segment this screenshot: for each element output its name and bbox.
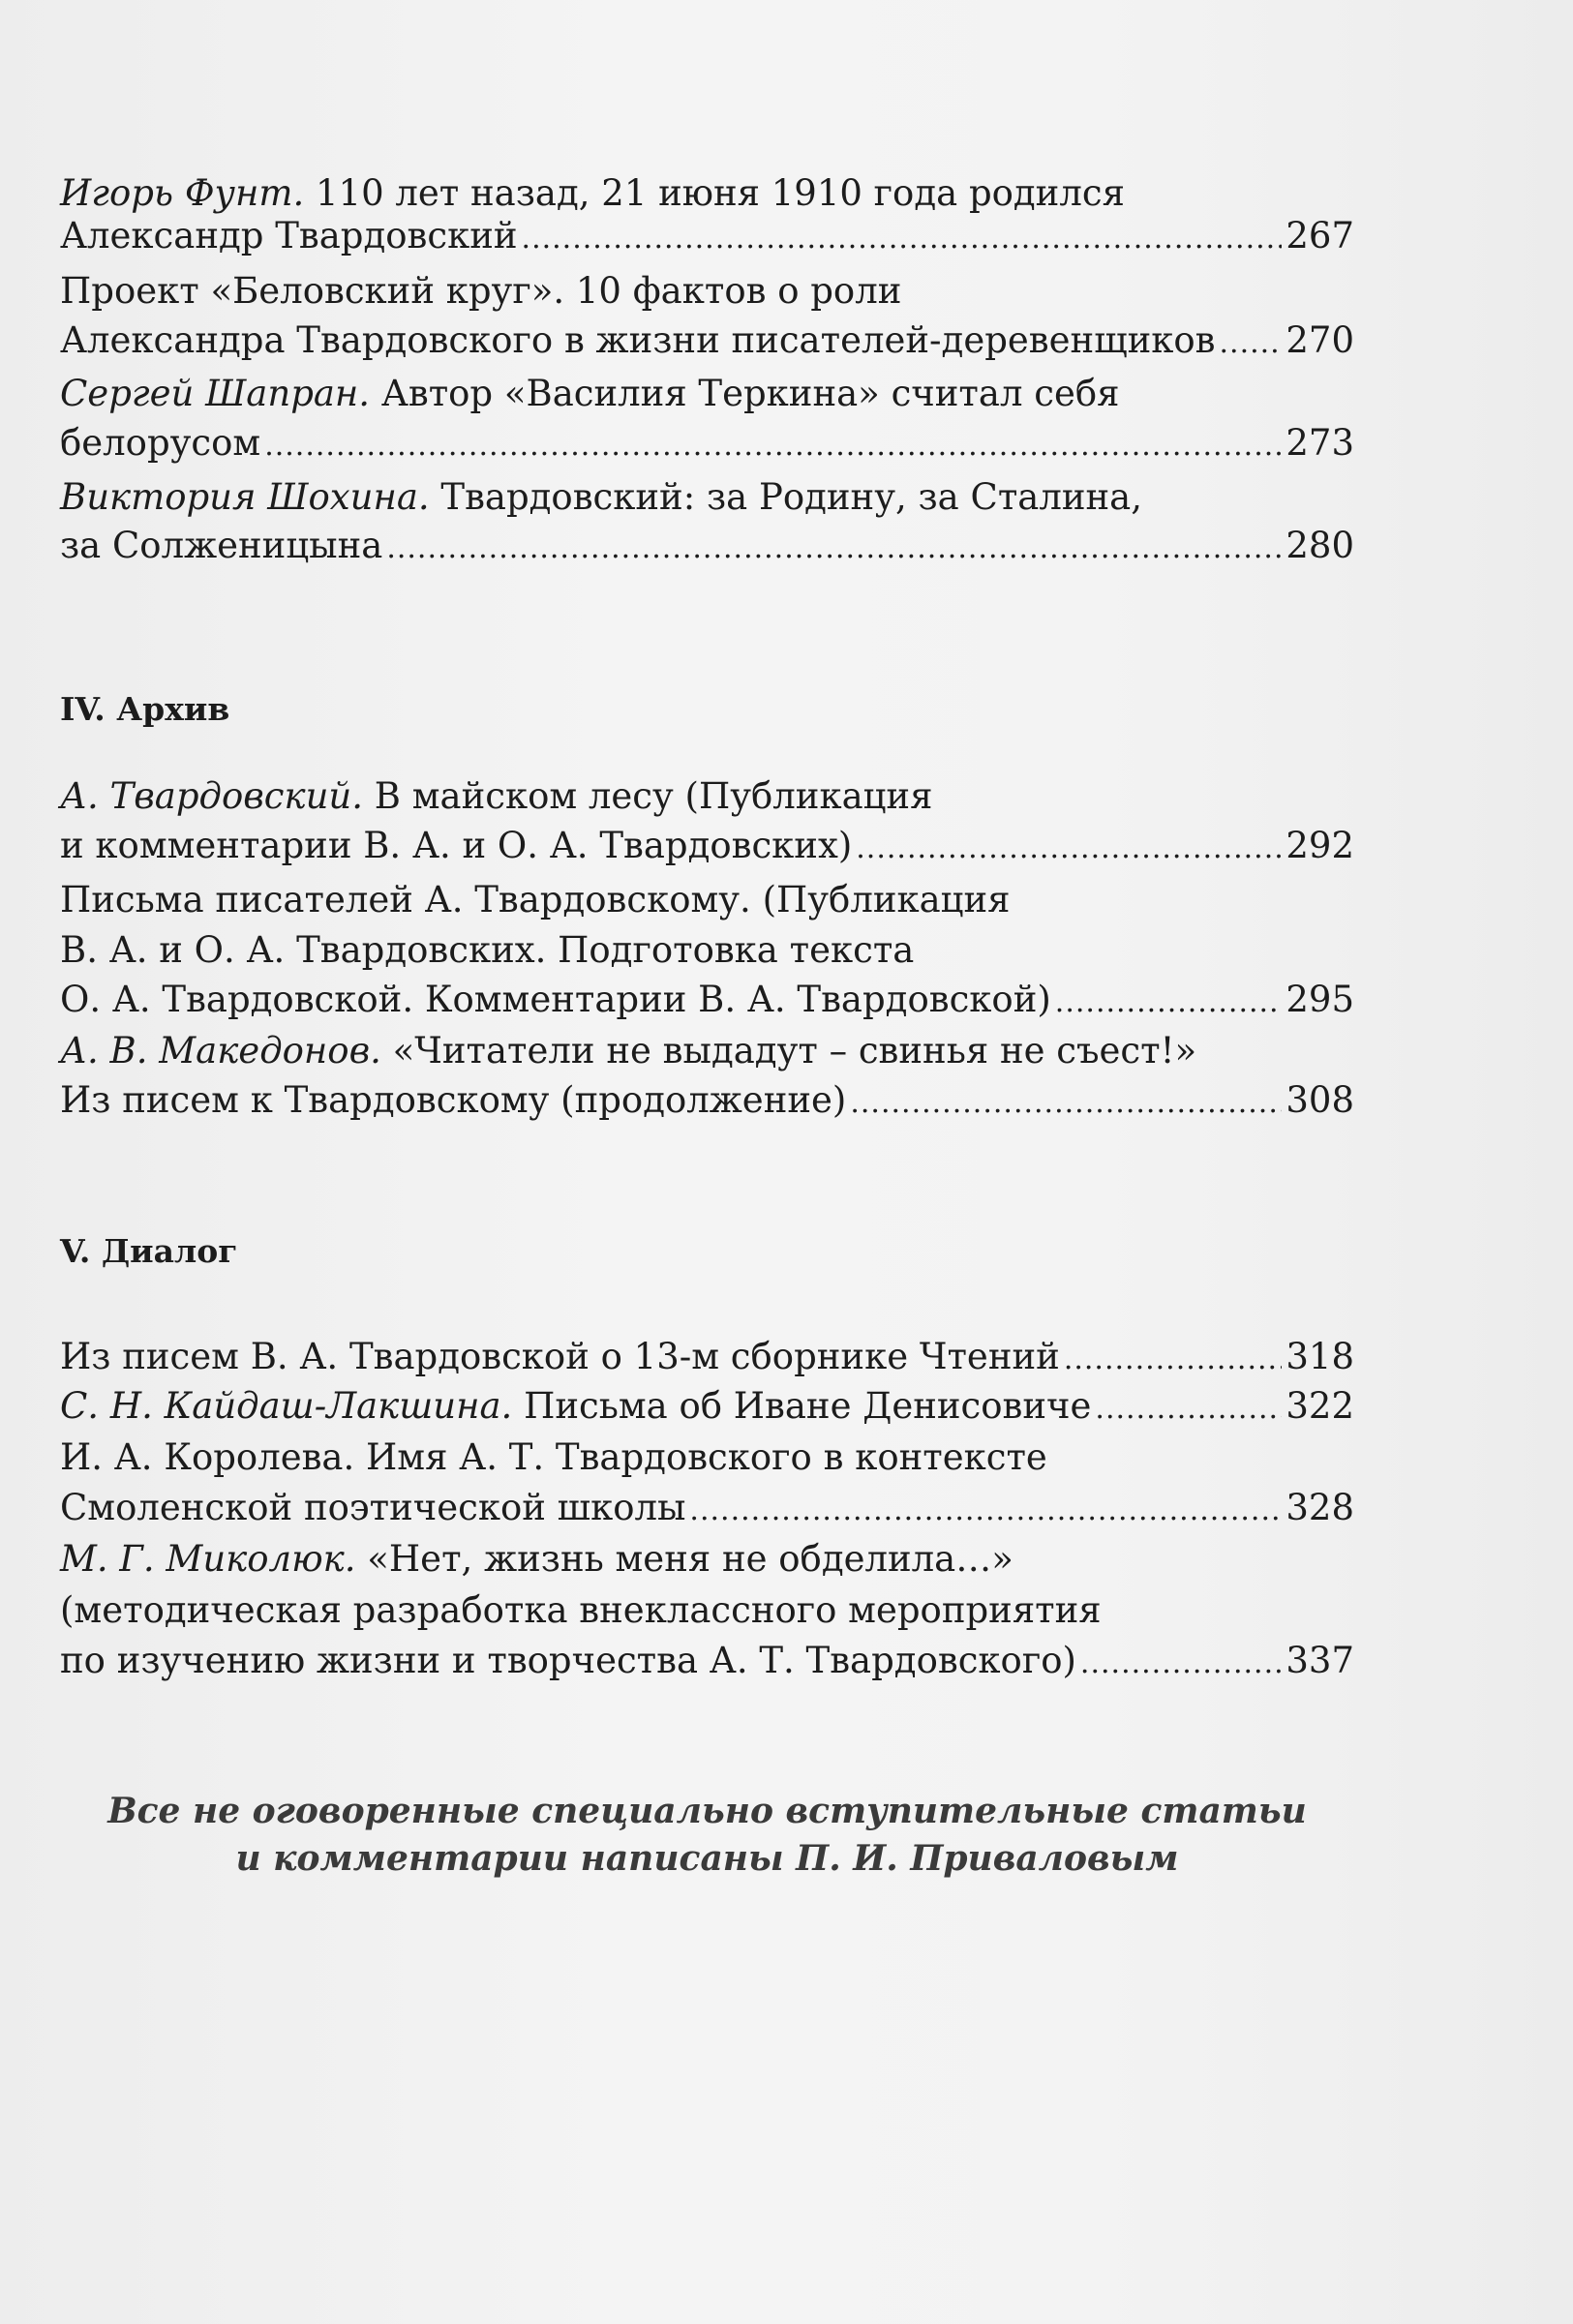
toc-entry-shapran-line2 [60,418,1354,468]
section-heading-dialog: V. Диалог [60,1232,238,1270]
toc-entry-mikolyuk-line1 [60,1534,1354,1585]
toc-entry-mikolyuk-line2 [60,1585,1354,1636]
entry-title-with-author [60,1381,1091,1432]
entry-title: О. А. Твардовской. Комментарии В. А. Твардовской) [60,979,1051,1020]
entry-title: Проект «Беловский круг». 10 фактов о роли [60,270,902,312]
toc-entry-belov-line2 [60,316,1354,366]
page-number: 337 [1286,1640,1354,1681]
toc-entry-letters-line1 [60,875,1354,925]
page-number: 322 [1286,1385,1354,1427]
entry-author: А. Твардовский. [60,775,364,817]
entry-author: Игорь Фунт. [60,172,305,214]
toc-entry-tvardovsky-line1 [60,771,1354,822]
entry-author: Сергей Шапран. [60,373,371,414]
entry-author: С. Н. Кайдаш-Лакшина. [60,1385,513,1427]
entry-title: Автор «Василия Теркина» считал себя [370,373,1120,414]
page-number: 295 [1286,979,1354,1020]
page-number: 267 [1286,215,1354,257]
dot-leader [1064,1335,1283,1385]
entry-title: В. А. и О. А. Твардовских. Подготовка текста [60,929,915,971]
page-number: 273 [1286,422,1354,464]
toc-entry-belov-line1 [60,266,1354,317]
page-number: 280 [1286,525,1354,566]
toc-entry-shokhina-line1 [60,472,1354,523]
dot-leader [386,524,1282,574]
dot-leader [1220,318,1283,369]
page-number: 328 [1286,1487,1354,1528]
toc-entry-makedonov-line1 [60,1026,1354,1076]
entry-title: И. А. Королева. Имя А. Т. Твардовского в контексте [60,1436,1047,1478]
page-number: 270 [1286,319,1354,361]
entry-title: за Солженицына [60,525,383,566]
toc-entry-koroleva-line1 [60,1433,1354,1483]
entry-title: Александра Твардовского в жизни писателей-деревенщиков [60,319,1216,361]
dot-leader [1055,978,1283,1028]
entry-title: по изучению жизни и творчества А. Т. Твардовского) [60,1640,1076,1681]
entry-title: «Нет, жизнь меня не обделила…» [355,1538,1013,1580]
entry-title: Александр Твардовский [60,215,518,257]
dot-leader [522,214,1283,264]
toc-entry-kaydash [60,1381,1354,1432]
dot-leader [689,1486,1282,1536]
entry-title: Из писем В. А. Твардовской о 13-м сборнике Чтений [60,1336,1060,1377]
entry-title: Письма об Иване Денисовиче [512,1385,1092,1427]
entry-title: 110 лет назад, 21 июня 1910 года родился [304,172,1125,214]
toc-entry-letters-line3 [60,975,1354,1025]
toc-entry-funt-line2 [60,211,1354,261]
toc-entry-koroleva-line2 [60,1483,1354,1533]
entry-title: белорусом [60,422,261,464]
section-heading-archive: IV. Архив [60,690,230,728]
page-number: 308 [1286,1079,1354,1121]
entry-title: Твардовский: за Родину, за Сталина, [429,476,1142,518]
toc-entry-letters-line2 [60,925,1354,976]
entry-title: Смоленской поэтической школы [60,1487,686,1528]
toc-entry-tvardovskaya-letters [60,1332,1354,1382]
entry-author: А. В. Македонов. [60,1030,381,1071]
entry-title: Из писем к Твардовскому (продолжение) [60,1079,847,1121]
entry-author: Виктория Шохина. [60,476,430,518]
toc-entry-tvardovsky-line2 [60,821,1354,871]
dot-leader [1080,1639,1282,1689]
page-number: 292 [1286,825,1354,866]
entry-author: М. Г. Миколюк. [60,1538,356,1580]
toc-entry-makedonov-line2 [60,1075,1354,1126]
page-number: 318 [1286,1336,1354,1377]
entry-title: Письма писателей А. Твардовскому. (Публикация [60,879,1011,921]
editorial-note-line1: Все не оговоренные специально вступительные статьи [107,1791,1307,1831]
editorial-note-line2: и комментарии написаны П. И. Приваловым [235,1838,1179,1879]
dot-leader [264,421,1282,471]
entry-title: В майском лесу (Публикация [363,775,933,817]
entry-title: и комментарии В. А. и О. А. Твардовских) [60,825,853,866]
toc-entry-mikolyuk-line3 [60,1636,1354,1686]
entry-title: «Читатели не выдадут – свинья не съест!» [380,1030,1197,1071]
dot-leader [1095,1384,1282,1434]
dot-leader [856,824,1282,874]
entry-title: (методическая разработка внеклассного мероприятия [60,1589,1102,1631]
toc-entry-shapran-line1 [60,369,1354,419]
toc-entry-shokhina-line2 [60,521,1354,571]
dot-leader [850,1078,1282,1129]
